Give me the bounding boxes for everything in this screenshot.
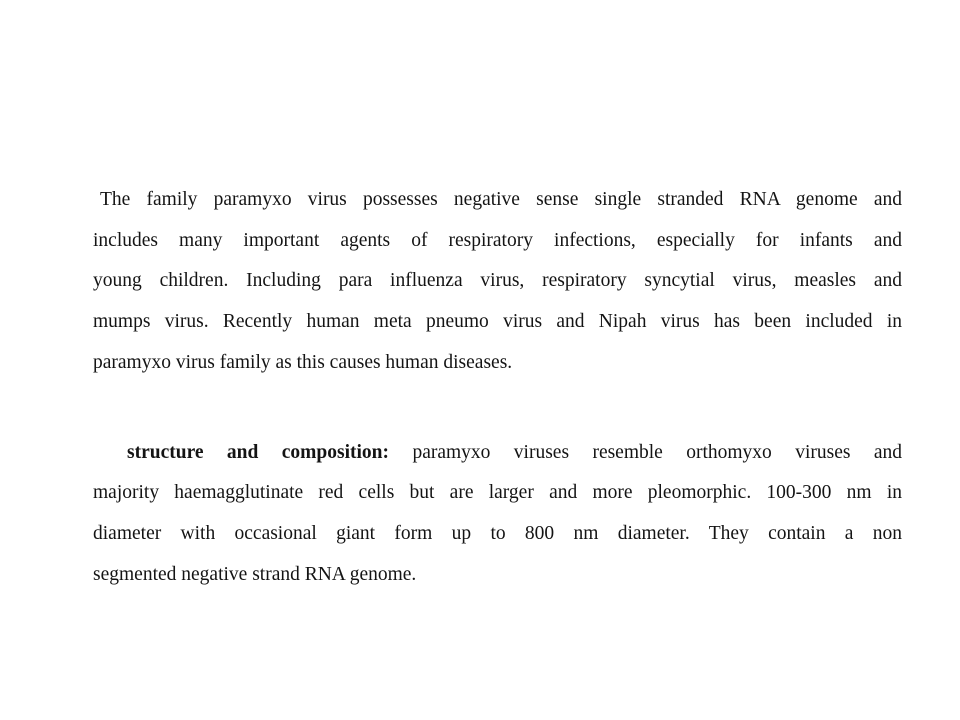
paragraph-family-intro bbox=[93, 180, 902, 384]
text-line: segmented negative strand RNA genome. bbox=[93, 563, 417, 585]
paragraph-structure-composition bbox=[93, 433, 902, 596]
text-run: paramyxo viruses resemble orthomyxo viruses and bbox=[412, 441, 903, 463]
text-line: diameter with occasional giant form up to 800 nm diameter. They contain a non bbox=[93, 522, 902, 544]
text-line: majority haemagglutinate red cells but are larger and more pleomorphic. 100-300 nm in bbox=[93, 482, 902, 504]
section-heading-bold: structure and composition: bbox=[127, 441, 390, 463]
text-line: young children. Including para influenza virus, respiratory syncytial virus, measles and bbox=[93, 270, 902, 292]
text-line: The family paramyxo virus possesses negative sense single stranded RNA genome and bbox=[100, 189, 902, 210]
text-line: includes many important agents of respiratory infections, especially for infants and bbox=[93, 229, 902, 251]
text-line: paramyxo virus family as this causes human diseases. bbox=[93, 351, 513, 373]
document-body bbox=[93, 180, 902, 595]
text-line bbox=[93, 433, 902, 474]
text-line: mumps virus. Recently human meta pneumo virus and Nipah virus has been included in bbox=[93, 311, 902, 333]
